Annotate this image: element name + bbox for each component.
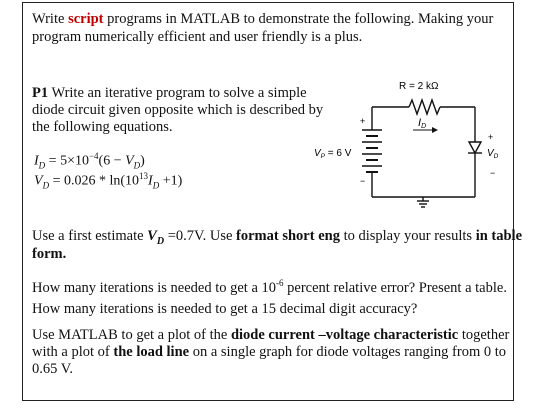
p1-line-2: diode circuit given opposite which is described by [32, 102, 324, 118]
source-label: $V_P = 6$ V [314, 148, 352, 160]
p1-line-1: P1 Write an iterative program to solve a simple [32, 85, 307, 101]
diode-symbol [468, 142, 482, 153]
ground-symbol [417, 197, 429, 207]
equation-voltage: $V_D = 0.026 * \ln(10^{13}I_D +1)$ [34, 171, 183, 191]
para-plot-line-3: 0.65 V. [32, 361, 73, 377]
svg-text:−: − [360, 176, 366, 186]
resistor-label: R = 2 kΩ [399, 81, 439, 92]
para-relative-error: How many iterations is needed to get a $10^{-6}$ percent relative error? Present a table. [32, 278, 507, 296]
diode-circuit-diagram [314, 72, 520, 207]
para-decimal-accuracy: How many iterations is needed to get a 15 decimal digit accuracy? [32, 301, 418, 317]
current-label: ID [418, 117, 427, 130]
p1-line-3: the following equations. [32, 119, 173, 135]
intro-line-2: program numerically efficient and user friendly is a plus. [32, 29, 363, 45]
para-first-estimate-line-2: form. [32, 246, 67, 262]
svg-text:−: − [490, 168, 496, 178]
equation-current: $I_D = 5\times 10^{-4}(6 - V_D)$ [34, 151, 145, 171]
svg-text:+: + [360, 116, 366, 126]
battery-symbol [362, 130, 382, 172]
intro-line-1: Write script programs in MATLAB to demonstrate the following. Making your [32, 11, 494, 27]
script-emphasis: script [68, 11, 104, 27]
diode-voltage-label: $V_D$ [487, 148, 499, 160]
para-first-estimate: Use a first estimate $V_D =0.7V$. Use format short eng to display your results in table [32, 228, 523, 247]
para-plot-line-1: Use MATLAB to get a plot of the diode current –voltage characteristic together [32, 327, 510, 343]
para-plot-line-2: with a plot of the load line on a single graph for diode voltages ranging from 0 to [32, 344, 507, 360]
resistor-symbol [409, 100, 440, 114]
svg-text:+: + [488, 132, 494, 142]
p1-label: P1 [32, 85, 49, 101]
